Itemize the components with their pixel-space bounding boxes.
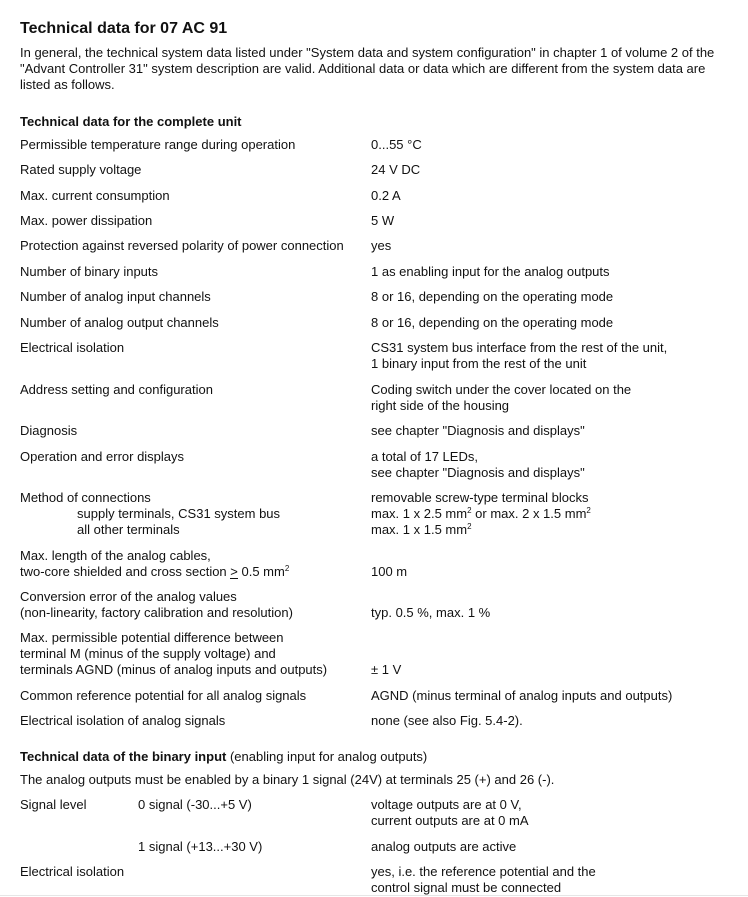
row-value: 1 binary input from the rest of the unit <box>371 356 587 371</box>
signal-level-label: Signal level <box>20 797 87 812</box>
signal-0-label: 0 signal (-30...+5 V) <box>138 797 252 812</box>
binary-input-heading: Technical data of the binary input (enabling input for analog outputs) <box>20 749 428 764</box>
conversion-error-label: (non-linearity, factory calibration and resolution) <box>20 605 293 620</box>
cable-length-label: two-core shielded and cross section > 0.5 $mm^2$ <box>20 564 290 579</box>
common-ref-value: AGND (minus terminal of analog inputs and outputs) <box>371 688 673 703</box>
row-value: 8 or 16, depending on the operating mode <box>371 289 614 304</box>
potential-diff-label: terminals AGND (minus of analog inputs and outputs) <box>20 662 328 677</box>
connections-sub-label: all other terminals <box>77 522 180 537</box>
cable-length-value: 100 m <box>371 564 408 579</box>
row-label: Number of binary inputs <box>20 264 159 279</box>
row-label: Number of analog input channels <box>20 289 211 304</box>
connections-sub-label: supply terminals, CS31 system bus <box>77 506 281 521</box>
intro-paragraph: In general, the technical system data listed under "System data and system configuration" in chapter 1 of volume 2 of the "Advant Controller 31" system description are valid. Additional data or data which are different from the system data are listed as follows. <box>20 45 715 92</box>
connections-value: removable screw-type terminal blocks <box>371 490 589 505</box>
analog-isolation-value: none (see also Fig. 5.4-2). <box>371 713 523 728</box>
binary-isolation-value: yes, i.e. the reference potential and the <box>371 864 596 879</box>
row-value: 24 V DC <box>371 162 421 177</box>
row-value: see chapter "Diagnosis and displays" <box>371 465 585 480</box>
row-value: CS31 system bus interface from the rest of the unit, <box>371 340 668 355</box>
row-value: a total of 17 LEDs, <box>371 449 478 464</box>
signal-1-value: analog outputs are active <box>371 839 517 854</box>
analog-isolation-label: Electrical isolation of analog signals <box>20 713 226 728</box>
row-value: see chapter "Diagnosis and displays" <box>371 423 585 438</box>
binary-isolation-value: control signal must be connected <box>371 880 562 895</box>
potential-diff-value: ± 1 V <box>371 662 402 677</box>
row-label: Number of analog output channels <box>20 315 219 330</box>
signal-1-label: 1 signal (+13...+30 V) <box>138 839 263 854</box>
connections-value: max. 1 x 1.5 $mm^2$ <box>371 522 472 537</box>
connections-value: max. 1 x 2.5 $mm^2$ or max. 2 x 1.5 $mm^2$ <box>371 506 591 521</box>
row-label: Address setting and configuration <box>20 382 213 397</box>
row-label: Protection against reversed polarity of power connection <box>20 238 344 253</box>
common-ref-label: Common reference potential for all analog signals <box>20 688 307 703</box>
row-label: Rated supply voltage <box>20 162 142 177</box>
row-label: Electrical isolation <box>20 340 125 355</box>
row-label: Operation and error displays <box>20 449 185 464</box>
row-value: 8 or 16, depending on the operating mode <box>371 315 614 330</box>
potential-diff-label: Max. permissible potential difference between <box>20 630 284 645</box>
conversion-error-label: Conversion error of the analog values <box>20 589 237 604</box>
binary-isolation-label: Electrical isolation <box>20 864 125 879</box>
row-label: Max. power dissipation <box>20 213 153 228</box>
row-value: right side of the housing <box>371 398 510 413</box>
row-value: 1 as enabling input for the analog outputs <box>371 264 610 279</box>
row-label: Permissible temperature range during operation <box>20 137 296 152</box>
page-title: Technical data for 07 AC 91 <box>20 20 228 37</box>
signal-0-value: current outputs are at 0 mA <box>371 813 529 828</box>
row-value: yes <box>371 238 392 253</box>
complete-unit-heading: Technical data for the complete unit <box>20 114 242 129</box>
connections-label: Method of connections <box>20 490 151 505</box>
signal-0-value: voltage outputs are at 0 V, <box>371 797 522 812</box>
row-label: Diagnosis <box>20 423 78 438</box>
potential-diff-label: terminal M (minus of the supply voltage) and <box>20 646 276 661</box>
row-value: 0.2 A <box>371 188 401 203</box>
row-value: 5 W <box>371 213 395 228</box>
cable-length-label: Max. length of the analog cables, <box>20 548 211 563</box>
row-label: Max. current consumption <box>20 188 170 203</box>
row-value: 0...55 °C <box>371 137 422 152</box>
binary-input-note: The analog outputs must be enabled by a binary 1 signal (24V) at terminals 25 (+) and 26 (-). <box>20 772 555 787</box>
conversion-error-value: typ. 0.5 %, max. 1 % <box>371 605 491 620</box>
page-bottom-divider <box>0 895 748 896</box>
row-value: Coding switch under the cover located on the <box>371 382 632 397</box>
